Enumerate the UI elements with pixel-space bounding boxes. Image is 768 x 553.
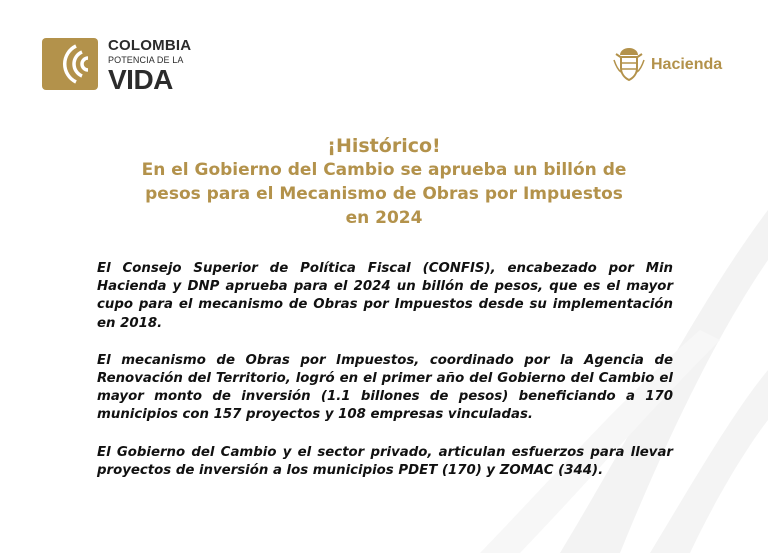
- colombia-potencia-logo: [42, 38, 202, 94]
- headline-sub-line-1: En el Gobierno del Cambio se aprueba un billón de: [141, 160, 627, 180]
- coat-of-arms-icon: [612, 46, 646, 82]
- hacienda-label: Hacienda: [651, 56, 723, 73]
- sound-wave-logo-icon: [42, 38, 98, 90]
- paragraph-confis: El Consejo Superior de Política Fiscal (CONFIS), encabezado por Min Hacienda y DNP aprueba para el 2024 un billón de pesos, que es el mayor cupo para el mecanismo de Obras por Impuestos desde su implementación en 2018.: [97, 261, 673, 331]
- body-text: [97, 260, 673, 499]
- headline: [60, 134, 708, 230]
- headline-sub-line-3: en 2024: [345, 208, 423, 228]
- header: [0, 0, 768, 110]
- hacienda-logo: [612, 46, 742, 86]
- logo-line-potencia: POTENCIA DE LA: [108, 55, 184, 65]
- paragraph-sector-privado: El Gobierno del Cambio y el sector privado, articulan esfuerzos para llevar proyectos de inversión a los municipios PDET (170) y ZOMAC (344).: [97, 444, 673, 478]
- paragraph-mecanismo: El mecanismo de Obras por Impuestos, coordinado por la Agencia de Renovación del Territorio, logró en el primer año del Gobierno del Cambio el mayor monto de inversión (1.1 billones de pesos) beneficiando a 170 municipios con 157 proyectos y 108 empresas vinculadas.: [97, 352, 673, 423]
- headline-main: ¡Histórico!: [327, 135, 441, 157]
- logo-text: [108, 38, 191, 94]
- logo-line-vida: VIDA: [108, 64, 173, 95]
- headline-sub-line-2: pesos para el Mecanismo de Obras por Impuestos: [145, 184, 623, 204]
- logo-line-colombia: COLOMBIA: [108, 37, 192, 54]
